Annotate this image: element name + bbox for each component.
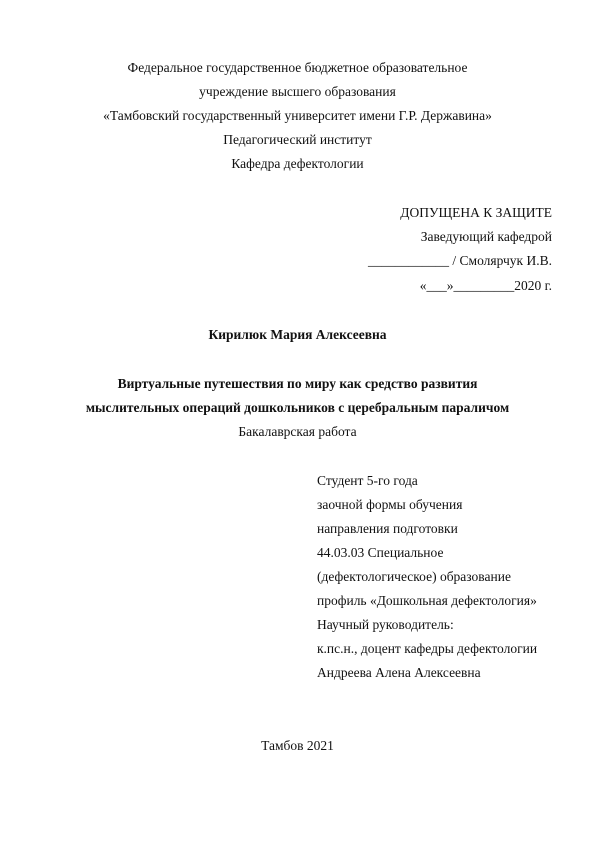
institute-name: Педагогический институт	[223, 132, 372, 147]
approval-role: Заведующий кафедрой	[420, 229, 552, 244]
student-info-line: Студент 5-го года	[317, 473, 418, 488]
student-info-line: заочной формы обучения	[317, 497, 463, 512]
supervisor-title: к.пс.н., доцент кафедры дефектологии	[317, 641, 538, 656]
university-name: «Тамбовский государственный университет имени Г.Р. Державина»	[103, 108, 492, 123]
approval-date: «___»_________2020 г.	[419, 278, 552, 293]
department-name: Кафедра дефектологии	[231, 156, 364, 171]
approval-signature: ____________ / Смолярчук И.В.	[368, 253, 552, 268]
student-info-line: (дефектологическое) образование	[317, 569, 511, 584]
author-name: Кирилюк Мария Алексеевна	[208, 327, 387, 342]
thesis-title-line-2: мыслительных операций дошкольников с церебральным параличом	[85, 400, 510, 415]
supervisor-name: Андреева Алена Алексеевна	[317, 665, 481, 680]
student-info-line: профиль «Дошкольная дефектология»	[317, 593, 537, 608]
institution-line-1: Федеральное государственное бюджетное образовательное	[127, 60, 468, 75]
thesis-type: Бакалаврская работа	[238, 424, 357, 439]
student-info-line: 44.03.03 Специальное	[317, 545, 444, 560]
supervisor-label: Научный руководитель:	[317, 617, 454, 632]
student-info-line: направления подготовки	[317, 521, 458, 536]
approval-title: ДОПУЩЕНА К ЗАЩИТЕ	[400, 205, 552, 220]
city-year: Тамбов 2021	[261, 738, 334, 753]
thesis-title-line-1: Виртуальные путешествия по миру как средство развития	[117, 376, 478, 391]
institution-line-2: учреждение высшего образования	[199, 84, 396, 99]
